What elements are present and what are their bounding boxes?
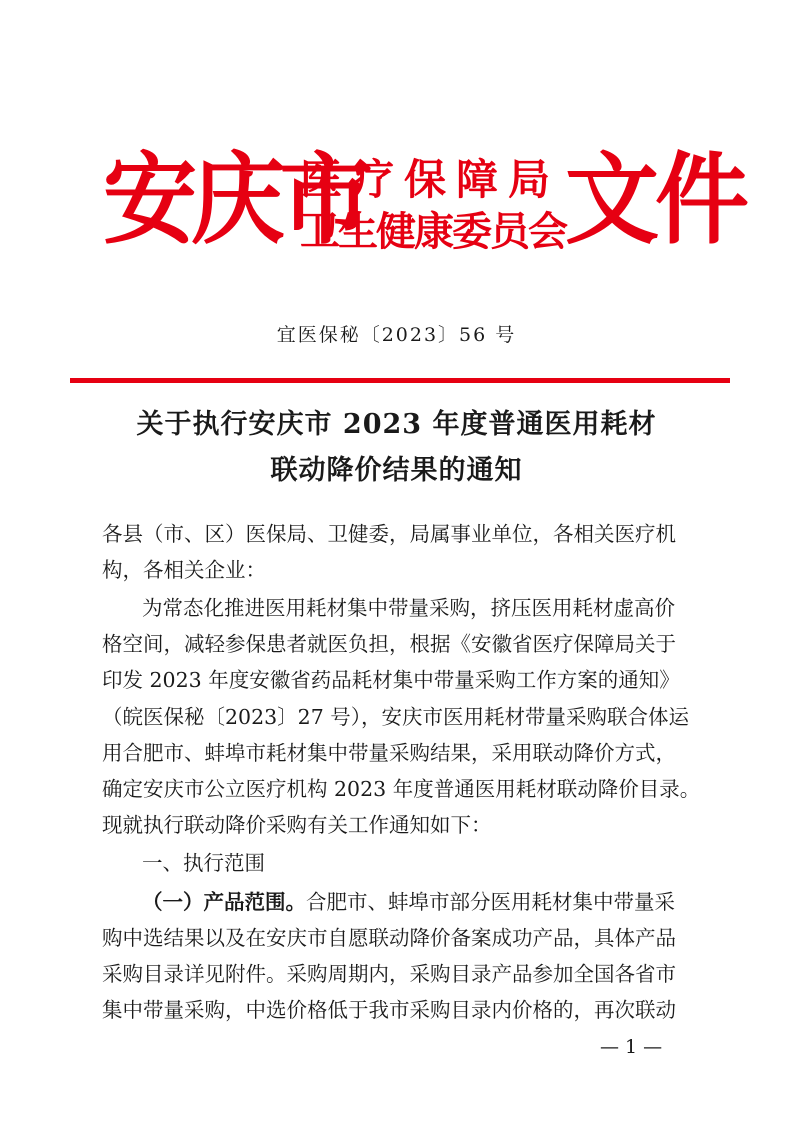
paragraph-line: 格空间，减轻参保患者就医负担，根据《安徽省医疗保障局关于 — [102, 632, 676, 656]
title-line-1: 关于执行安庆市 2023 年度普通医用耗材 — [136, 409, 657, 440]
header-city: 安庆市 — [103, 143, 368, 259]
paragraph-line: 为常态化推进医用耗材集中带量采购，挤压医用耗材虚高价 — [142, 596, 675, 620]
header-org-medical-security: 医疗保障局 — [300, 155, 561, 204]
paragraph-line: 采购目录详见附件。采购周期内，采购目录产品参加全国各省市 — [102, 962, 676, 986]
page-number: — 1 — — [600, 1036, 663, 1058]
header-doc-type: 文件 — [565, 143, 746, 259]
addressee-line-2: 构，各相关企业： — [102, 558, 266, 582]
document-number: 宜医保秘〔2023〕56 号 — [276, 324, 517, 346]
subsection-label: （一）产品范围。 — [142, 890, 306, 914]
paragraph-line: 确定安庆市公立医疗机构 2023 年度普通医用耗材联动降价目录。 — [102, 777, 701, 801]
subsection-line — [142, 892, 742, 913]
paragraph-line: 现就执行联动降价采购有关工作通知如下： — [102, 813, 492, 837]
paragraph-line: 用合肥市、蚌埠市耗材集中带量采购结果，采用联动降价方式， — [102, 741, 676, 765]
title-line-2: 联动降价结果的通知 — [270, 455, 523, 486]
header-org-health-commission: 卫生健康委员会 — [300, 209, 566, 255]
paragraph-line: （皖医保秘〔2023〕27 号），安庆市医用耗材带量采购联合体运 — [102, 705, 690, 729]
subsection-text: 合肥市、蚌埠市部分医用耗材集中带量采 — [306, 890, 675, 914]
paragraph-line: 购中选结果以及在安庆市自愿联动降价备案成功产品，具体产品 — [102, 926, 676, 950]
paragraph-line: 集中带量采购，中选价格低于我市采购目录内价格的，再次联动 — [102, 998, 676, 1022]
addressee-line-1: 各县（市、区）医保局、卫健委，局属事业单位，各相关医疗机 — [102, 522, 676, 546]
section-heading: 一、执行范围 — [142, 851, 265, 875]
red-divider — [70, 378, 730, 383]
paragraph-line: 印发 2023 年度安徽省药品耗材集中带量采购工作方案的通知》 — [102, 668, 680, 692]
